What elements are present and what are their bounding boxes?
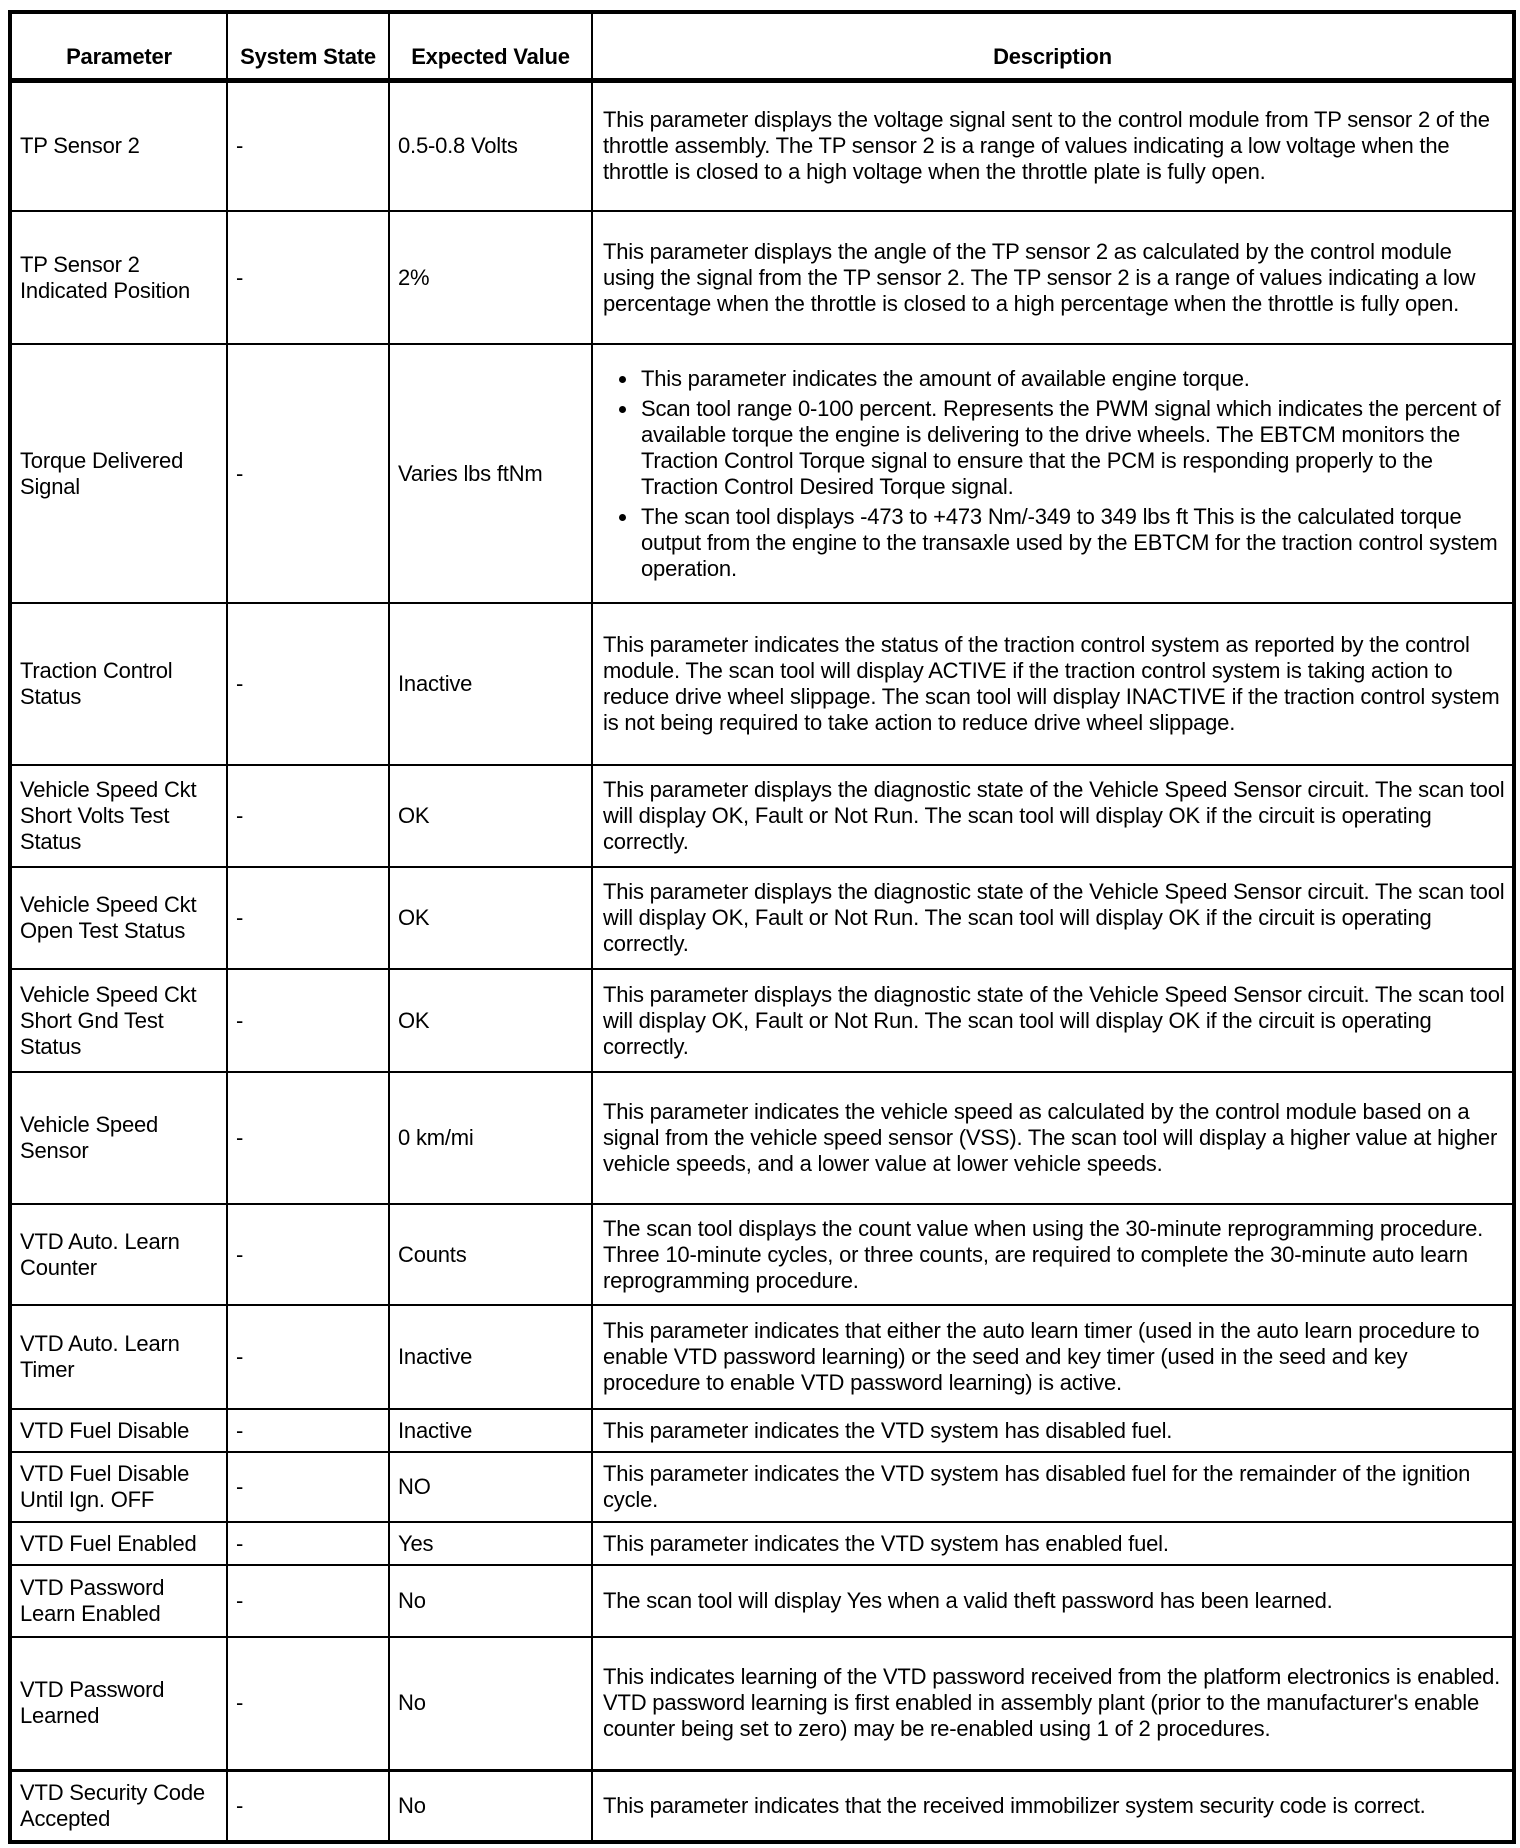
parameter-cell: Vehicle Speed Ckt Short Volts Test Status [10, 765, 227, 867]
system-state-cell: - [227, 969, 389, 1072]
table-row [10, 765, 1514, 867]
description-cell: The scan tool will display Yes when a valid theft password has been learned. [592, 1565, 1514, 1637]
table-body [10, 80, 1514, 1842]
expected-value-cell: OK [389, 765, 592, 867]
system-state-cell: - [227, 1565, 389, 1637]
parameter-cell: VTD Auto. Learn Timer [10, 1305, 227, 1409]
table-row [10, 1637, 1514, 1770]
table-row [10, 1565, 1514, 1637]
table-row [10, 344, 1514, 603]
expected-value-cell: Yes [389, 1522, 592, 1565]
system-state-cell: - [227, 1072, 389, 1204]
description-cell: This parameter indicates that either the auto learn timer (used in the auto learn procedure to enable VTD password learning) or the seed and key timer (used in the seed and key procedure to enable VTD password learning) is active. [592, 1305, 1514, 1409]
parameter-cell: VTD Fuel Disable Until Ign. OFF [10, 1452, 227, 1522]
header-expected-value: Expected Value [389, 12, 592, 80]
scan-tool-parameter-table [8, 10, 1516, 1844]
parameter-cell: Vehicle Speed Ckt Open Test Status [10, 867, 227, 969]
system-state-cell: - [227, 1770, 389, 1842]
description-cell: This parameter displays the diagnostic state of the Vehicle Speed Sensor circuit. The scan tool will display OK, Fault or Not Run. The scan tool will display OK if the circuit is operating correctly. [592, 969, 1514, 1072]
expected-value-cell: 0.5-0.8 Volts [389, 80, 592, 211]
description-cell: This parameter indicates the vehicle speed as calculated by the control module based on a signal from the vehicle speed sensor (VSS). The scan tool will display a higher value at higher vehicle speeds, and a lower value at lower vehicle speeds. [592, 1072, 1514, 1204]
header-system-state: System State [227, 12, 389, 80]
system-state-cell: - [227, 765, 389, 867]
description-cell: This parameter displays the diagnostic state of the Vehicle Speed Sensor circuit. The scan tool will display OK, Fault or Not Run. The scan tool will display OK if the circuit is operating correctly. [592, 765, 1514, 867]
description-cell: This parameter indicates the VTD system has enabled fuel. [592, 1522, 1514, 1565]
parameter-cell: Traction Control Status [10, 603, 227, 765]
system-state-cell: - [227, 344, 389, 603]
description-cell: This parameter displays the angle of the TP sensor 2 as calculated by the control module using the signal from the TP sensor 2. The TP sensor 2 is a range of values indicating a low percentage when the throttle is closed to a high percentage when the throttle is fully open. [592, 211, 1514, 344]
parameter-cell: VTD Auto. Learn Counter [10, 1204, 227, 1305]
expected-value-cell: No [389, 1565, 592, 1637]
parameter-cell: VTD Security Code Accepted [10, 1770, 227, 1842]
description-bullet-list [603, 366, 1506, 582]
description-bullet: • Scan tool range 0-100 percent. Represents the PWM signal which indicates the percent of available torque the engine is delivering to the drive wheels. The EBTCM monitors the Traction Control Torque signal to ensure that the PCM is responding properly to the Traction Control Desired Torque signal. [639, 396, 1506, 500]
expected-value-cell: No [389, 1637, 592, 1770]
system-state-cell: - [227, 211, 389, 344]
parameter-cell: VTD Fuel Disable [10, 1409, 227, 1452]
expected-value-cell: OK [389, 867, 592, 969]
parameter-cell: VTD Fuel Enabled [10, 1522, 227, 1565]
system-state-cell: - [227, 1637, 389, 1770]
table-row [10, 969, 1514, 1072]
table-row [10, 1305, 1514, 1409]
table-row [10, 1452, 1514, 1522]
table-row [10, 211, 1514, 344]
description-cell: The scan tool displays the count value when using the 30-minute reprogramming procedure. Three 10-minute cycles, or three counts, are required to complete the 30-minute auto learn reprogramming procedure. [592, 1204, 1514, 1305]
expected-value-cell: Inactive [389, 603, 592, 765]
table-row [10, 1522, 1514, 1565]
expected-value-cell: Counts [389, 1204, 592, 1305]
table-header-row [10, 12, 1514, 80]
table-row [10, 1072, 1514, 1204]
description-cell: This parameter indicates the status of the traction control system as reported by the control module. The scan tool will display ACTIVE if the traction control system is taking action to reduce drive wheel slippage. The scan tool will display INACTIVE if the traction control system is not being required to take action to reduce drive wheel slippage. [592, 603, 1514, 765]
description-cell: This parameter displays the voltage signal sent to the control module from TP sensor 2 of the throttle assembly. The TP sensor 2 is a range of values indicating a low voltage when the throttle is closed to a high voltage when the throttle plate is fully open. [592, 80, 1514, 211]
description-bullet: • This parameter indicates the amount of available engine torque. [639, 366, 1506, 392]
expected-value-cell: NO [389, 1452, 592, 1522]
parameter-cell: Torque Delivered Signal [10, 344, 227, 603]
expected-value-cell: Inactive [389, 1305, 592, 1409]
table-row [10, 1409, 1514, 1452]
system-state-cell: - [227, 80, 389, 211]
expected-value-cell: 2% [389, 211, 592, 344]
parameter-cell: TP Sensor 2 Indicated Position [10, 211, 227, 344]
expected-value-cell: 0 km/mi [389, 1072, 592, 1204]
system-state-cell: - [227, 1409, 389, 1452]
table-row [10, 867, 1514, 969]
expected-value-cell: OK [389, 969, 592, 1072]
description-cell: This parameter indicates that the received immobilizer system security code is correct. [592, 1770, 1514, 1842]
parameter-cell: Vehicle Speed Ckt Short Gnd Test Status [10, 969, 227, 1072]
header-parameter: Parameter [10, 12, 227, 80]
system-state-cell: - [227, 1204, 389, 1305]
system-state-cell: - [227, 603, 389, 765]
table-row [10, 1204, 1514, 1305]
description-cell [592, 344, 1514, 603]
table-row [10, 603, 1514, 765]
description-cell: This parameter indicates the VTD system has disabled fuel for the remainder of the ignition cycle. [592, 1452, 1514, 1522]
table-row [10, 80, 1514, 211]
parameter-cell: VTD Password Learned [10, 1637, 227, 1770]
system-state-cell: - [227, 1305, 389, 1409]
system-state-cell: - [227, 867, 389, 969]
parameter-cell: VTD Password Learn Enabled [10, 1565, 227, 1637]
description-cell: This parameter displays the diagnostic state of the Vehicle Speed Sensor circuit. The scan tool will display OK, Fault or Not Run. The scan tool will display OK if the circuit is operating correctly. [592, 867, 1514, 969]
expected-value-cell: No [389, 1770, 592, 1842]
parameter-cell: TP Sensor 2 [10, 80, 227, 211]
parameter-cell: Vehicle Speed Sensor [10, 1072, 227, 1204]
description-cell: This indicates learning of the VTD password received from the platform electronics is enabled. VTD password learning is first enabled in assembly plant (prior to the manufacturer's enable counter being set to zero) may be re-enabled using 1 of 2 procedures. [592, 1637, 1514, 1770]
system-state-cell: - [227, 1522, 389, 1565]
expected-value-cell: Varies lbs ftNm [389, 344, 592, 603]
description-bullet: • The scan tool displays -473 to +473 Nm/-349 to 349 lbs ft This is the calculated torque output from the engine to the transaxle used by the EBTCM for the traction control system operation. [639, 504, 1506, 582]
table-row [10, 1770, 1514, 1842]
header-description: Description [592, 12, 1514, 80]
expected-value-cell: Inactive [389, 1409, 592, 1452]
description-cell: This parameter indicates the VTD system has disabled fuel. [592, 1409, 1514, 1452]
system-state-cell: - [227, 1452, 389, 1522]
